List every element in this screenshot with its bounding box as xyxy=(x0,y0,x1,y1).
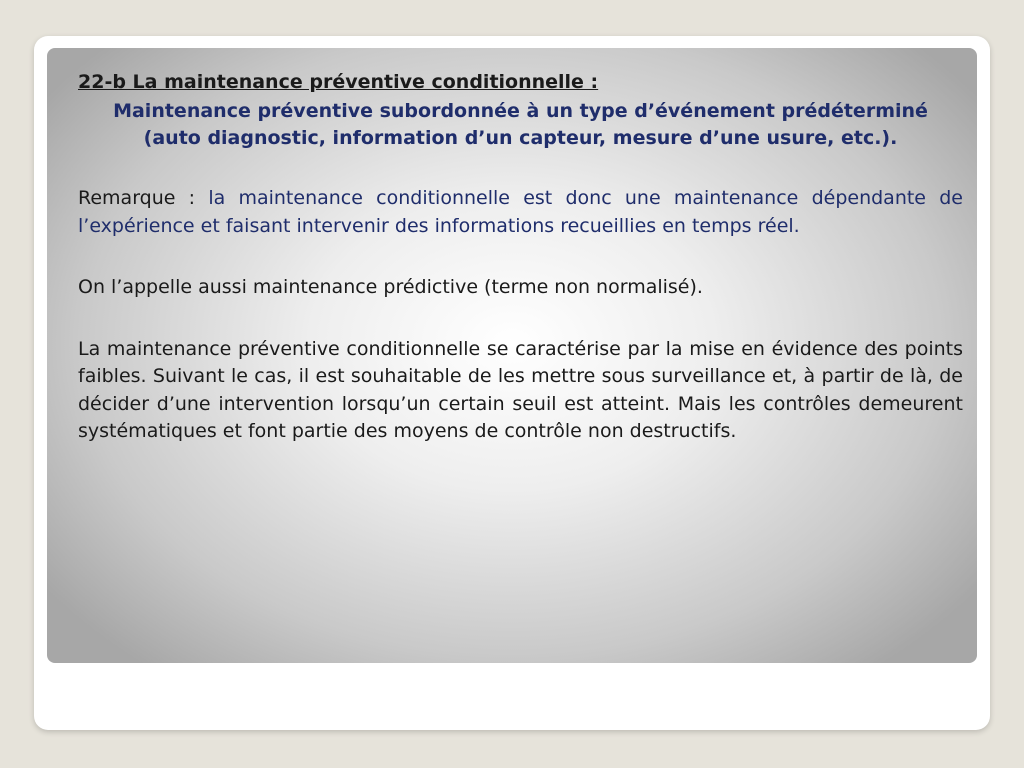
remark-paragraph xyxy=(78,185,963,240)
alias-paragraph: On l’appelle aussi maintenance prédictive (terme non normalisé). xyxy=(78,276,703,298)
section-heading: 22-b La maintenance préventive conditionnelle : xyxy=(78,71,599,93)
definition-text: Maintenance préventive subordonnée à un type d’événement prédéterminé (auto diagnostic, information d’un capteur, mesure d’une usure, etc.). xyxy=(113,100,928,149)
remark-label: Remarque : xyxy=(78,187,209,209)
slide-content xyxy=(78,68,963,446)
detail-paragraph: La maintenance préventive conditionnelle se caractérise par la mise en évidence des points faibles. Suivant le cas, il est souhaitable de les mettre sous surveillance et, à partir de là, de décider d’une intervention lorsqu’un certain seuil est atteint. Mais les contrôles demeurent systématiques et font partie des moyens de contrôle non destructifs. xyxy=(78,337,963,442)
remark-text: la maintenance conditionnelle est donc une maintenance dépendante de l’expérience et faisant intervenir des informations recueillies en temps réel. xyxy=(78,187,963,237)
